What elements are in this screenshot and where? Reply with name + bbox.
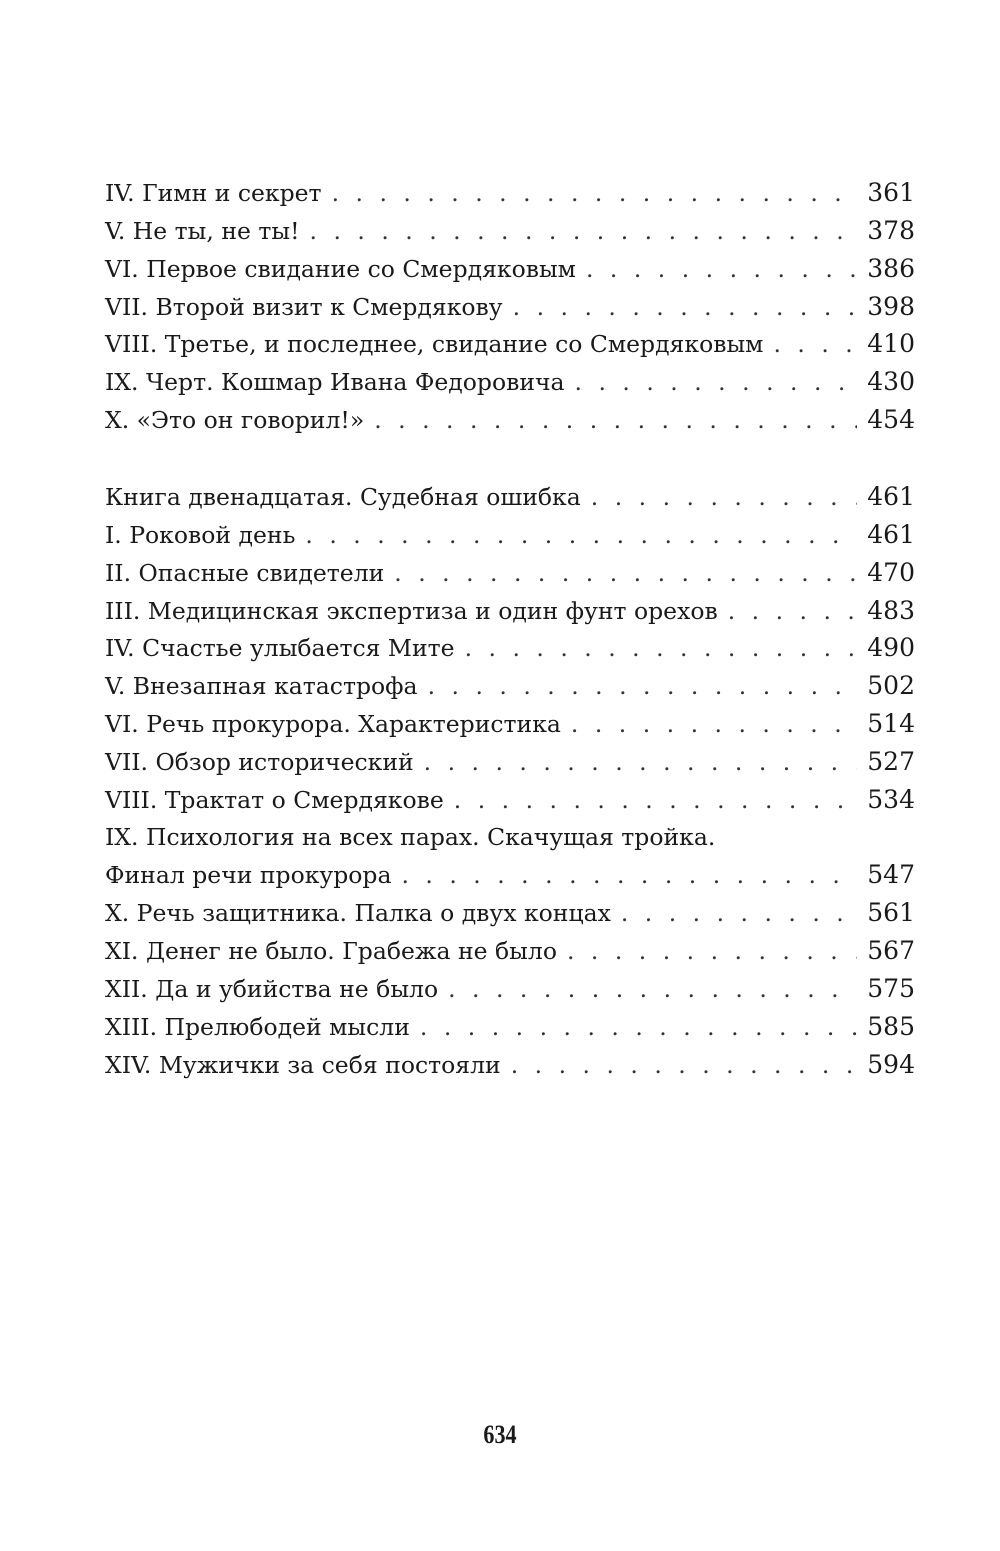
toc-entry-title: IV. Гимн и секрет xyxy=(105,179,322,207)
dot-leader xyxy=(374,402,857,440)
toc-entry xyxy=(105,894,915,932)
toc-entry-page: 527 xyxy=(867,746,915,776)
toc-entry-title: VIII. Третье, и последнее, свидание со Смердяковым xyxy=(105,330,764,359)
toc-entry xyxy=(105,1046,915,1084)
toc-entry-title: XIII. Прелюбодей мысли xyxy=(105,1012,410,1041)
toc-entry-page: 386 xyxy=(867,253,915,283)
toc-entry-page: 575 xyxy=(867,973,915,1003)
toc-entry xyxy=(105,516,915,554)
toc-entry-title: X. «Это он говорил!» xyxy=(105,406,365,435)
dot-leader xyxy=(448,971,857,1009)
dot-leader xyxy=(728,593,857,631)
toc-entry-title: II. Опасные свидетели xyxy=(105,558,385,587)
toc-entry-page: 410 xyxy=(867,329,915,359)
toc-entry-title: Книга двенадцатая. Судебная ошибка xyxy=(105,483,581,511)
toc-entry-title: XII. Да и убийства не было xyxy=(105,974,439,1003)
toc-entry-page: 534 xyxy=(867,784,915,814)
toc-entry xyxy=(105,856,915,894)
toc-entry-page: 454 xyxy=(867,405,915,435)
dot-leader xyxy=(567,933,857,971)
dot-leader xyxy=(575,364,857,402)
toc-entry-title: III. Медицинская экспертиза и один фунт орехов xyxy=(105,596,718,625)
dot-leader xyxy=(773,326,857,364)
toc-entry-title: IV. Счастье улыбается Мите xyxy=(105,634,455,663)
toc-entry-page: 430 xyxy=(867,367,915,397)
dot-leader xyxy=(401,857,857,895)
toc-entry-title: Финал речи прокурора xyxy=(105,861,392,890)
toc-entry-title: VII. Обзор исторический xyxy=(105,747,414,776)
toc-entry xyxy=(105,932,915,970)
dot-leader xyxy=(586,251,857,289)
dot-leader xyxy=(428,668,857,706)
toc-entry-page: 361 xyxy=(867,178,915,207)
toc-entry-title: V. Не ты, не ты! xyxy=(105,216,300,245)
toc-entry xyxy=(105,288,915,326)
page-number: 634 xyxy=(483,1420,517,1449)
dot-leader xyxy=(394,555,857,593)
toc-entry-title: V. Внезапная катастрофа xyxy=(105,672,418,701)
toc-entry xyxy=(105,174,915,212)
toc-section-book-twelve xyxy=(105,478,915,1084)
dot-leader xyxy=(332,175,857,213)
toc-entry xyxy=(105,250,915,288)
dot-leader xyxy=(591,479,857,517)
toc-entry-page: 561 xyxy=(867,898,915,928)
toc-entry xyxy=(105,363,915,401)
toc-entry-title: VI. Речь прокурора. Характеристика xyxy=(105,710,561,739)
dot-leader xyxy=(420,1009,857,1047)
dot-leader xyxy=(513,289,857,327)
toc-entry-page: 514 xyxy=(867,709,915,739)
toc-entry xyxy=(105,629,915,667)
toc-entry xyxy=(105,212,915,250)
toc-entry-page: 567 xyxy=(867,936,915,966)
toc-entry-page: 490 xyxy=(867,633,915,663)
toc-entry-page: 594 xyxy=(867,1049,915,1079)
toc-entry-title: IX. Психология на всех парах. Скачущая тройка. xyxy=(105,822,716,851)
toc-entry-page: 585 xyxy=(867,1011,915,1041)
dot-leader xyxy=(511,1047,857,1085)
toc-entry xyxy=(105,743,915,781)
toc-entry xyxy=(105,781,915,819)
toc-entry-title: X. Речь защитника. Палка о двух концах xyxy=(105,899,611,928)
toc-entry xyxy=(105,705,915,743)
toc-entry xyxy=(105,554,915,592)
toc-entry-page: 461 xyxy=(867,519,915,549)
toc-entry-page: 398 xyxy=(867,291,915,321)
toc-entry-page: 378 xyxy=(867,215,915,245)
toc-entry xyxy=(105,1008,915,1046)
toc-entry-page: 470 xyxy=(867,557,915,587)
dot-leader xyxy=(305,517,857,555)
toc-entry-page: 502 xyxy=(867,671,915,701)
toc-section-top xyxy=(105,174,915,439)
dot-leader xyxy=(621,895,857,933)
toc-entry-title: IX. Черт. Кошмар Ивана Федоровича xyxy=(105,368,565,397)
toc-entry-title: XI. Денег не было. Грабежа не было xyxy=(105,937,557,966)
toc-entry-page: 461 xyxy=(867,482,915,511)
toc-entry-wrapped xyxy=(105,819,915,857)
dot-leader xyxy=(571,706,857,744)
toc-entry xyxy=(105,401,915,439)
toc-entry-page: 547 xyxy=(867,860,915,890)
toc-entry-title: VII. Второй визит к Смердякову xyxy=(105,292,503,321)
toc-entry xyxy=(105,970,915,1008)
dot-leader xyxy=(424,744,857,782)
toc-entry xyxy=(105,667,915,705)
toc-entry xyxy=(105,325,915,363)
dot-leader xyxy=(465,630,857,668)
toc-entry xyxy=(105,592,915,630)
toc-entry-title: XIV. Мужички за себя постояли xyxy=(105,1050,501,1079)
dot-leader xyxy=(454,782,857,820)
dot-leader xyxy=(310,213,857,251)
toc-entry-title: VI. Первое свидание со Смердяковым xyxy=(105,254,576,283)
toc-book-heading xyxy=(105,478,915,516)
toc-entry-title: VIII. Трактат о Смердякове xyxy=(105,785,444,814)
toc-entry-title: I. Роковой день xyxy=(105,520,296,549)
toc-entry-page: 483 xyxy=(867,595,915,625)
